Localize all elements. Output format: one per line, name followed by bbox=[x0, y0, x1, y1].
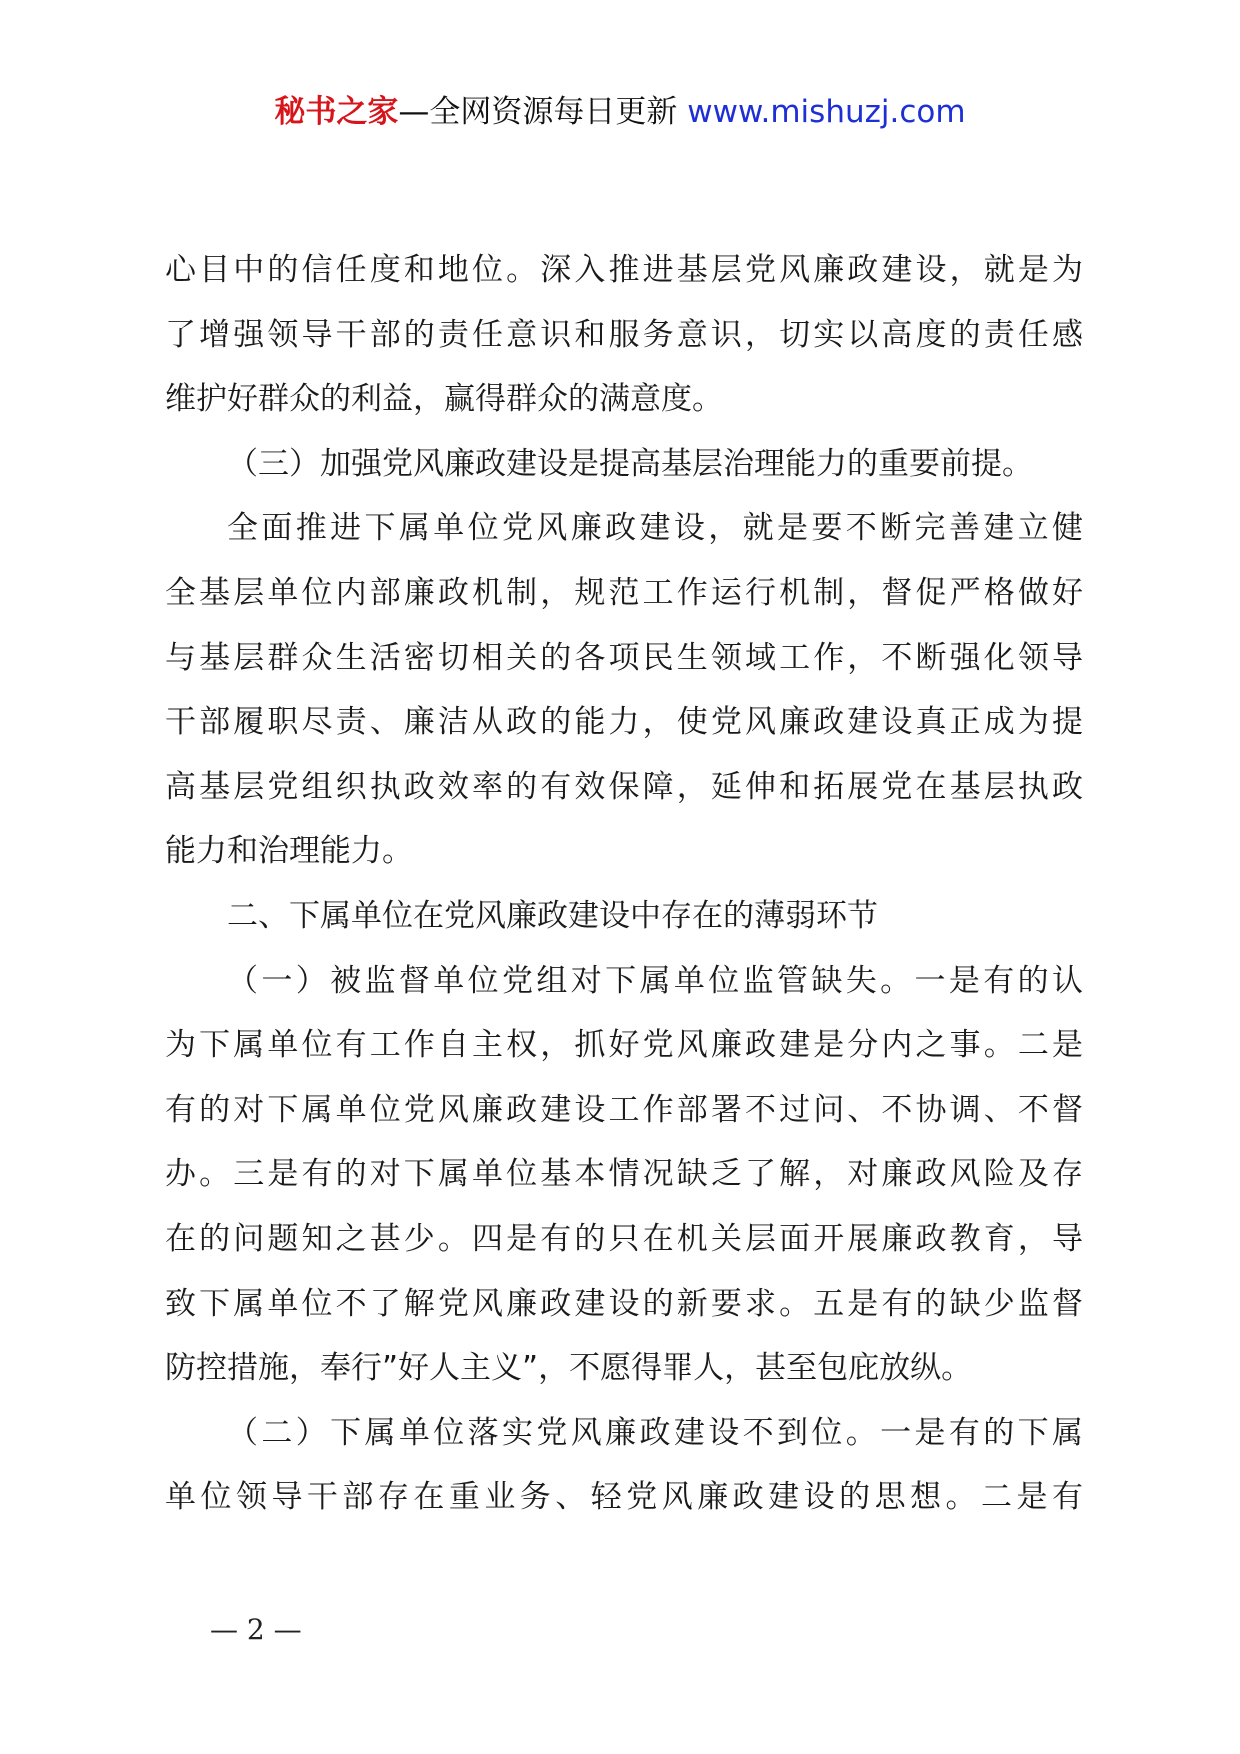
text-line: 办。三是有的对下属单位基本情况缺乏了解，对廉政风险及存 bbox=[165, 1156, 1083, 1193]
site-url-link[interactable]: www.mishuzj.com bbox=[687, 94, 966, 130]
text-line: 为下属单位有工作自主权，抓好党风廉政建是分内之事。二是 bbox=[165, 1027, 1083, 1064]
site-tagline: —全网资源每日更新 bbox=[398, 94, 678, 130]
text-line: 防控措施，奉行”好人主义”，不愿得罪人，甚至包庇放纵。 bbox=[165, 1350, 973, 1387]
page-header bbox=[0, 92, 1240, 132]
text-line: 干部履职尽责、廉洁从政的能力，使党风廉政建设真正成为提 bbox=[165, 704, 1083, 741]
text-line: 单位领导干部存在重业务、轻党风廉政建设的思想。二是有 bbox=[165, 1479, 1083, 1516]
text-line: 在的问题知之甚少。四是有的只在机关层面开展廉政教育，导 bbox=[165, 1220, 1083, 1257]
site-brand: 秘书之家 bbox=[274, 94, 399, 130]
text-line: 与基层群众生活密切相关的各项民生领域工作，不断强化领导 bbox=[165, 639, 1083, 676]
document-body bbox=[165, 238, 1083, 1530]
text-line: 全基层单位内部廉政机制，规范工作运行机制，督促严格做好 bbox=[165, 574, 1083, 611]
section-heading: （三）加强党风廉政建设是提高基层治理能力的重要前提。 bbox=[227, 445, 1033, 482]
chapter-heading: 二、下属单位在党风廉政建设中存在的薄弱环节 bbox=[227, 897, 878, 934]
text-line: （二）下属单位落实党风廉政建设不到位。一是有的下属 bbox=[227, 1414, 1083, 1451]
text-line: 致下属单位不了解党风廉政建设的新要求。五是有的缺少监督 bbox=[165, 1285, 1083, 1322]
text-line: 心目中的信任度和地位。深入推进基层党风廉政建设，就是为 bbox=[165, 252, 1083, 288]
text-line: 维护好群众的利益，赢得群众的满意度。 bbox=[165, 381, 723, 418]
page-number: — 2 — bbox=[210, 1613, 302, 1646]
text-line: 全面推进下属单位党风廉政建设，就是要不断完善建立健 bbox=[227, 510, 1083, 547]
text-line: 能力和治理能力。 bbox=[165, 833, 413, 870]
text-line: 了增强领导干部的责任意识和服务意识，切实以高度的责任感 bbox=[165, 316, 1083, 353]
text-line: （一）被监督单位党组对下属单位监管缺失。一是有的认 bbox=[227, 962, 1083, 999]
text-line: 高基层党组织执政效率的有效保障，延伸和拓展党在基层执政 bbox=[165, 768, 1083, 805]
text-line: 有的对下属单位党风廉政建设工作部署不过问、不协调、不督 bbox=[165, 1091, 1083, 1128]
